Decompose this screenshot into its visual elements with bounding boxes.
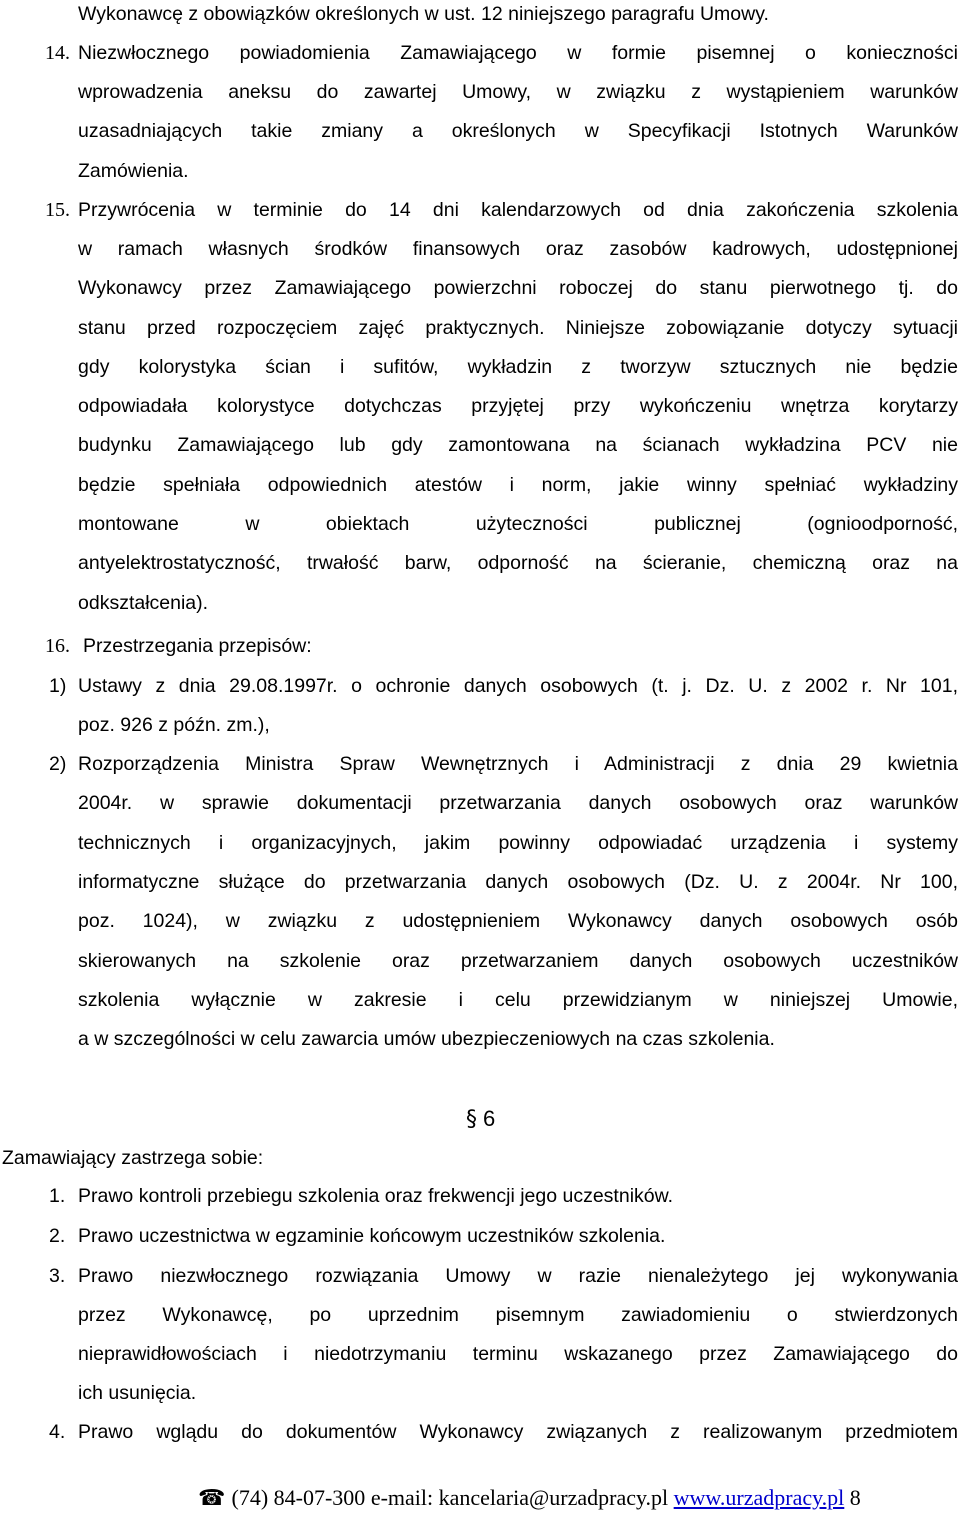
text-line: uzasadniających takie zmiany a określonych w Specyfikacji Istotnych Warunków bbox=[78, 120, 958, 142]
list-number-2: 2) bbox=[49, 753, 67, 775]
text-line: odkształcenia). bbox=[78, 592, 209, 614]
text-line: Zamówienia. bbox=[78, 160, 189, 182]
text-line: Rozporządzenia Ministra Spraw Wewnętrznych i Administracji z dnia 29 kwietnia bbox=[78, 753, 958, 775]
text-line: ich usunięcia. bbox=[78, 1382, 197, 1404]
list-number-2: 2. bbox=[49, 1225, 66, 1247]
footer-email-label: e-mail: bbox=[370, 1485, 434, 1510]
text-line: skierowanych na szkolenie oraz przetwarzaniem danych osobowych uczestników bbox=[78, 950, 958, 972]
section-heading bbox=[466, 1104, 495, 1135]
text-line: budynku Zamawiającego lub gdy zamontowana na ścianach wykładzina PCV nie bbox=[78, 434, 958, 456]
footer-website-link[interactable]: www.urzadpracy.pl bbox=[673, 1485, 845, 1510]
text-line: technicznych i organizacyjnych, jakim powinny odpowiadać urządzenia i systemy bbox=[78, 832, 958, 854]
text-line: stanu przed rozpoczęciem zajęć praktycznych. Niniejsze zobowiązanie dotyczy sytuacji bbox=[78, 317, 958, 339]
item-number-15: 15. bbox=[45, 199, 70, 221]
footer-email[interactable]: kancelaria@urzadpracy.pl bbox=[438, 1485, 669, 1510]
text-line: Prawo uczestnictwa w egzaminie końcowym uczestników szkolenia. bbox=[78, 1225, 666, 1247]
text-line: Przestrzegania przepisów: bbox=[83, 635, 312, 657]
text-line: będzie spełniała odpowiednich atestów i norm, jakie winny spełniać wykładziny bbox=[78, 474, 958, 496]
text-line: antyelektrostatyczność, trwałość barw, odporność na ścieranie, chemiczną oraz na bbox=[78, 552, 958, 574]
text-line: Prawo niezwłocznego rozwiązania Umowy w razie nienależytego jej wykonywania bbox=[78, 1265, 958, 1287]
list-number-3: 3. bbox=[49, 1265, 66, 1287]
text-line: 2004r. w sprawie dokumentacji przetwarzania danych osobowych oraz warunków bbox=[78, 792, 958, 814]
footer-phone: (74) 84-07-300 bbox=[231, 1485, 366, 1510]
text-line: szkolenia wyłącznie w zakresie i celu przewidzianym w niniejszej Umowie, bbox=[78, 989, 958, 1011]
text-line: nieprawidłowościach i niedotrzymaniu terminu wskazanego przez Zamawiającego do bbox=[78, 1343, 958, 1365]
list-number-4: 4. bbox=[49, 1421, 66, 1443]
text-line: informatyczne służące do przetwarzania danych osobowych (Dz. U. z 2004r. Nr 100, bbox=[78, 871, 958, 893]
text-line: montowane w obiektach użyteczności publicznej (ognioodporność, bbox=[78, 513, 958, 535]
list-number-1: 1) bbox=[49, 675, 67, 697]
text-line: w ramach własnych środków finansowych oraz zasobów kadrowych, udostępnionej bbox=[78, 238, 958, 260]
page-number: 8 bbox=[849, 1485, 861, 1510]
text-line: poz. 1024), w związku z udostępnieniem Wykonawcy danych osobowych osób bbox=[78, 910, 958, 932]
text-line: gdy kolorystyka ścian i sufitów, wykładzin z tworzyw sztucznych nie będzie bbox=[78, 356, 958, 378]
text-line: Prawo wglądu do dokumentów Wykonawcy związanych z realizowanym przedmiotem bbox=[78, 1421, 958, 1443]
page-footer bbox=[198, 1484, 861, 1513]
text-line: Wykonawcę z obowiązków określonych w ust. 12 niniejszego paragrafu Umowy. bbox=[78, 3, 769, 25]
list-number-1: 1. bbox=[49, 1185, 66, 1207]
text-line: poz. 926 z późn. zm.), bbox=[78, 714, 270, 736]
section-symbol: § bbox=[466, 1107, 477, 1132]
phone-icon: ☎ bbox=[198, 1486, 226, 1511]
text-line: a w szczególności w celu zawarcia umów ubezpieczeniowych na czas szkolenia. bbox=[78, 1028, 775, 1050]
section-intro: Zamawiający zastrzega sobie: bbox=[2, 1147, 264, 1169]
text-line: Ustawy z dnia 29.08.1997r. o ochronie danych osobowych (t. j. Dz. U. z 2002 r. Nr 101, bbox=[78, 675, 958, 697]
item-number-14: 14. bbox=[45, 42, 70, 64]
text-line: Wykonawcy przez Zamawiającego powierzchni roboczej do stanu pierwotnego tj. do bbox=[78, 277, 958, 299]
section-number: 6 bbox=[483, 1106, 496, 1131]
item-number-16: 16. bbox=[45, 635, 70, 657]
text-line: odpowiadała kolorystyce dotychczas przyjętej przy wykończeniu wnętrza korytarzy bbox=[78, 395, 958, 417]
text-line: wprowadzenia aneksu do zawartej Umowy, w związku z wystąpieniem warunków bbox=[78, 81, 958, 103]
text-line: Prawo kontroli przebiegu szkolenia oraz frekwencji jego uczestników. bbox=[78, 1185, 674, 1207]
text-line: Przywrócenia w terminie do 14 dni kalendarzowych od dnia zakończenia szkolenia bbox=[78, 199, 958, 221]
text-line: Niezwłocznego powiadomienia Zamawiającego w formie pisemnej o konieczności bbox=[78, 42, 958, 64]
text-line: przez Wykonawcę, po uprzednim pisemnym zawiadomieniu o stwierdzonych bbox=[78, 1304, 958, 1326]
